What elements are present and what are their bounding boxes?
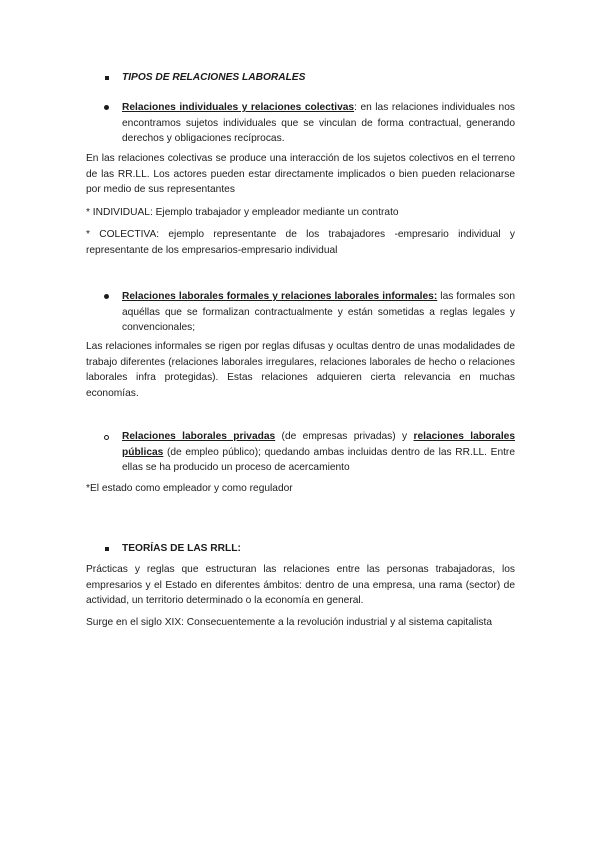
list-item-individuales-colectivas xyxy=(122,100,515,147)
item-title-publicas: relaciones laborales públicas xyxy=(122,431,516,458)
paragraph-colectivas: En las relaciones colectivas se produce una interacción de los sujetos colectivos en el terreno de las RR.LL. Los actores pueden estar directamente implicados o bien pueden relacionarse por medio de sus representantes xyxy=(86,153,515,195)
square-bullet-icon xyxy=(105,547,109,551)
disc-bullet-icon xyxy=(104,105,109,110)
item-text-a: (de empresas privadas) y xyxy=(275,431,414,442)
section-heading-tipos: TIPOS DE RELACIONES LABORALES xyxy=(122,72,306,83)
note-colectiva: * COLECTIVA: ejemplo representante de los trabajadores -empresario individual y representante de los empresarios-empresario individual xyxy=(86,229,515,256)
item-text-b: (de empleo público); quedando ambas incluidas dentro de las RR.LL. Entre ellas se ha producido un proceso de acercamiento xyxy=(122,446,515,473)
paragraph-informales: Las relaciones informales se rigen por reglas difusas y ocultas dentro de unas modalidades de trabajo diferentes (relaciones laborales irregulares, relaciones laborales de hecho o relaciones laborales infra protegidas). Estas relaciones adquieren cierta relevancia en muchas economías. xyxy=(86,341,515,399)
disc-bullet-icon xyxy=(104,294,109,299)
paragraph-teorias: Prácticas y reglas que estructuran las relaciones entre las personas trabajadoras, los empresarios y el Estado en diferentes ámbitos: dentro de una empresa, una rama (sector) de actividad, un territorio determinado o la economía en general. xyxy=(86,564,515,606)
item-title: Relaciones laborales formales y relaciones laborales informales: xyxy=(122,291,438,302)
item-text: : en las relaciones individuales nos encontramos sujetos individuales que se vinculan de forma contractual, generando derechos y obligaciones recíprocas. xyxy=(122,102,515,144)
item-title-privadas: Relaciones laborales privadas xyxy=(122,431,276,442)
note-individual: * INDIVIDUAL: Ejemplo trabajador y empleador mediante un contrato xyxy=(86,207,399,218)
list-item-formales-informales xyxy=(122,289,515,336)
paragraph-siglo: Surge en el siglo XIX: Consecuentemente a la revolución industrial y al sistema capitalista xyxy=(86,617,493,628)
item-text: las formales son aquéllas que se formalizan contractualmente y están sometidas a reglas legales y convencionales; xyxy=(122,291,515,333)
section-heading-teorias: TEORÍAS DE LAS RRLL: xyxy=(122,543,241,554)
circle-bullet-icon xyxy=(104,435,109,440)
list-item-privadas-publicas xyxy=(122,429,515,476)
item-title: Relaciones individuales y relaciones colectivas xyxy=(122,102,355,113)
square-bullet-icon xyxy=(105,76,109,80)
note-estado: *El estado como empleador y como regulador xyxy=(86,483,293,494)
